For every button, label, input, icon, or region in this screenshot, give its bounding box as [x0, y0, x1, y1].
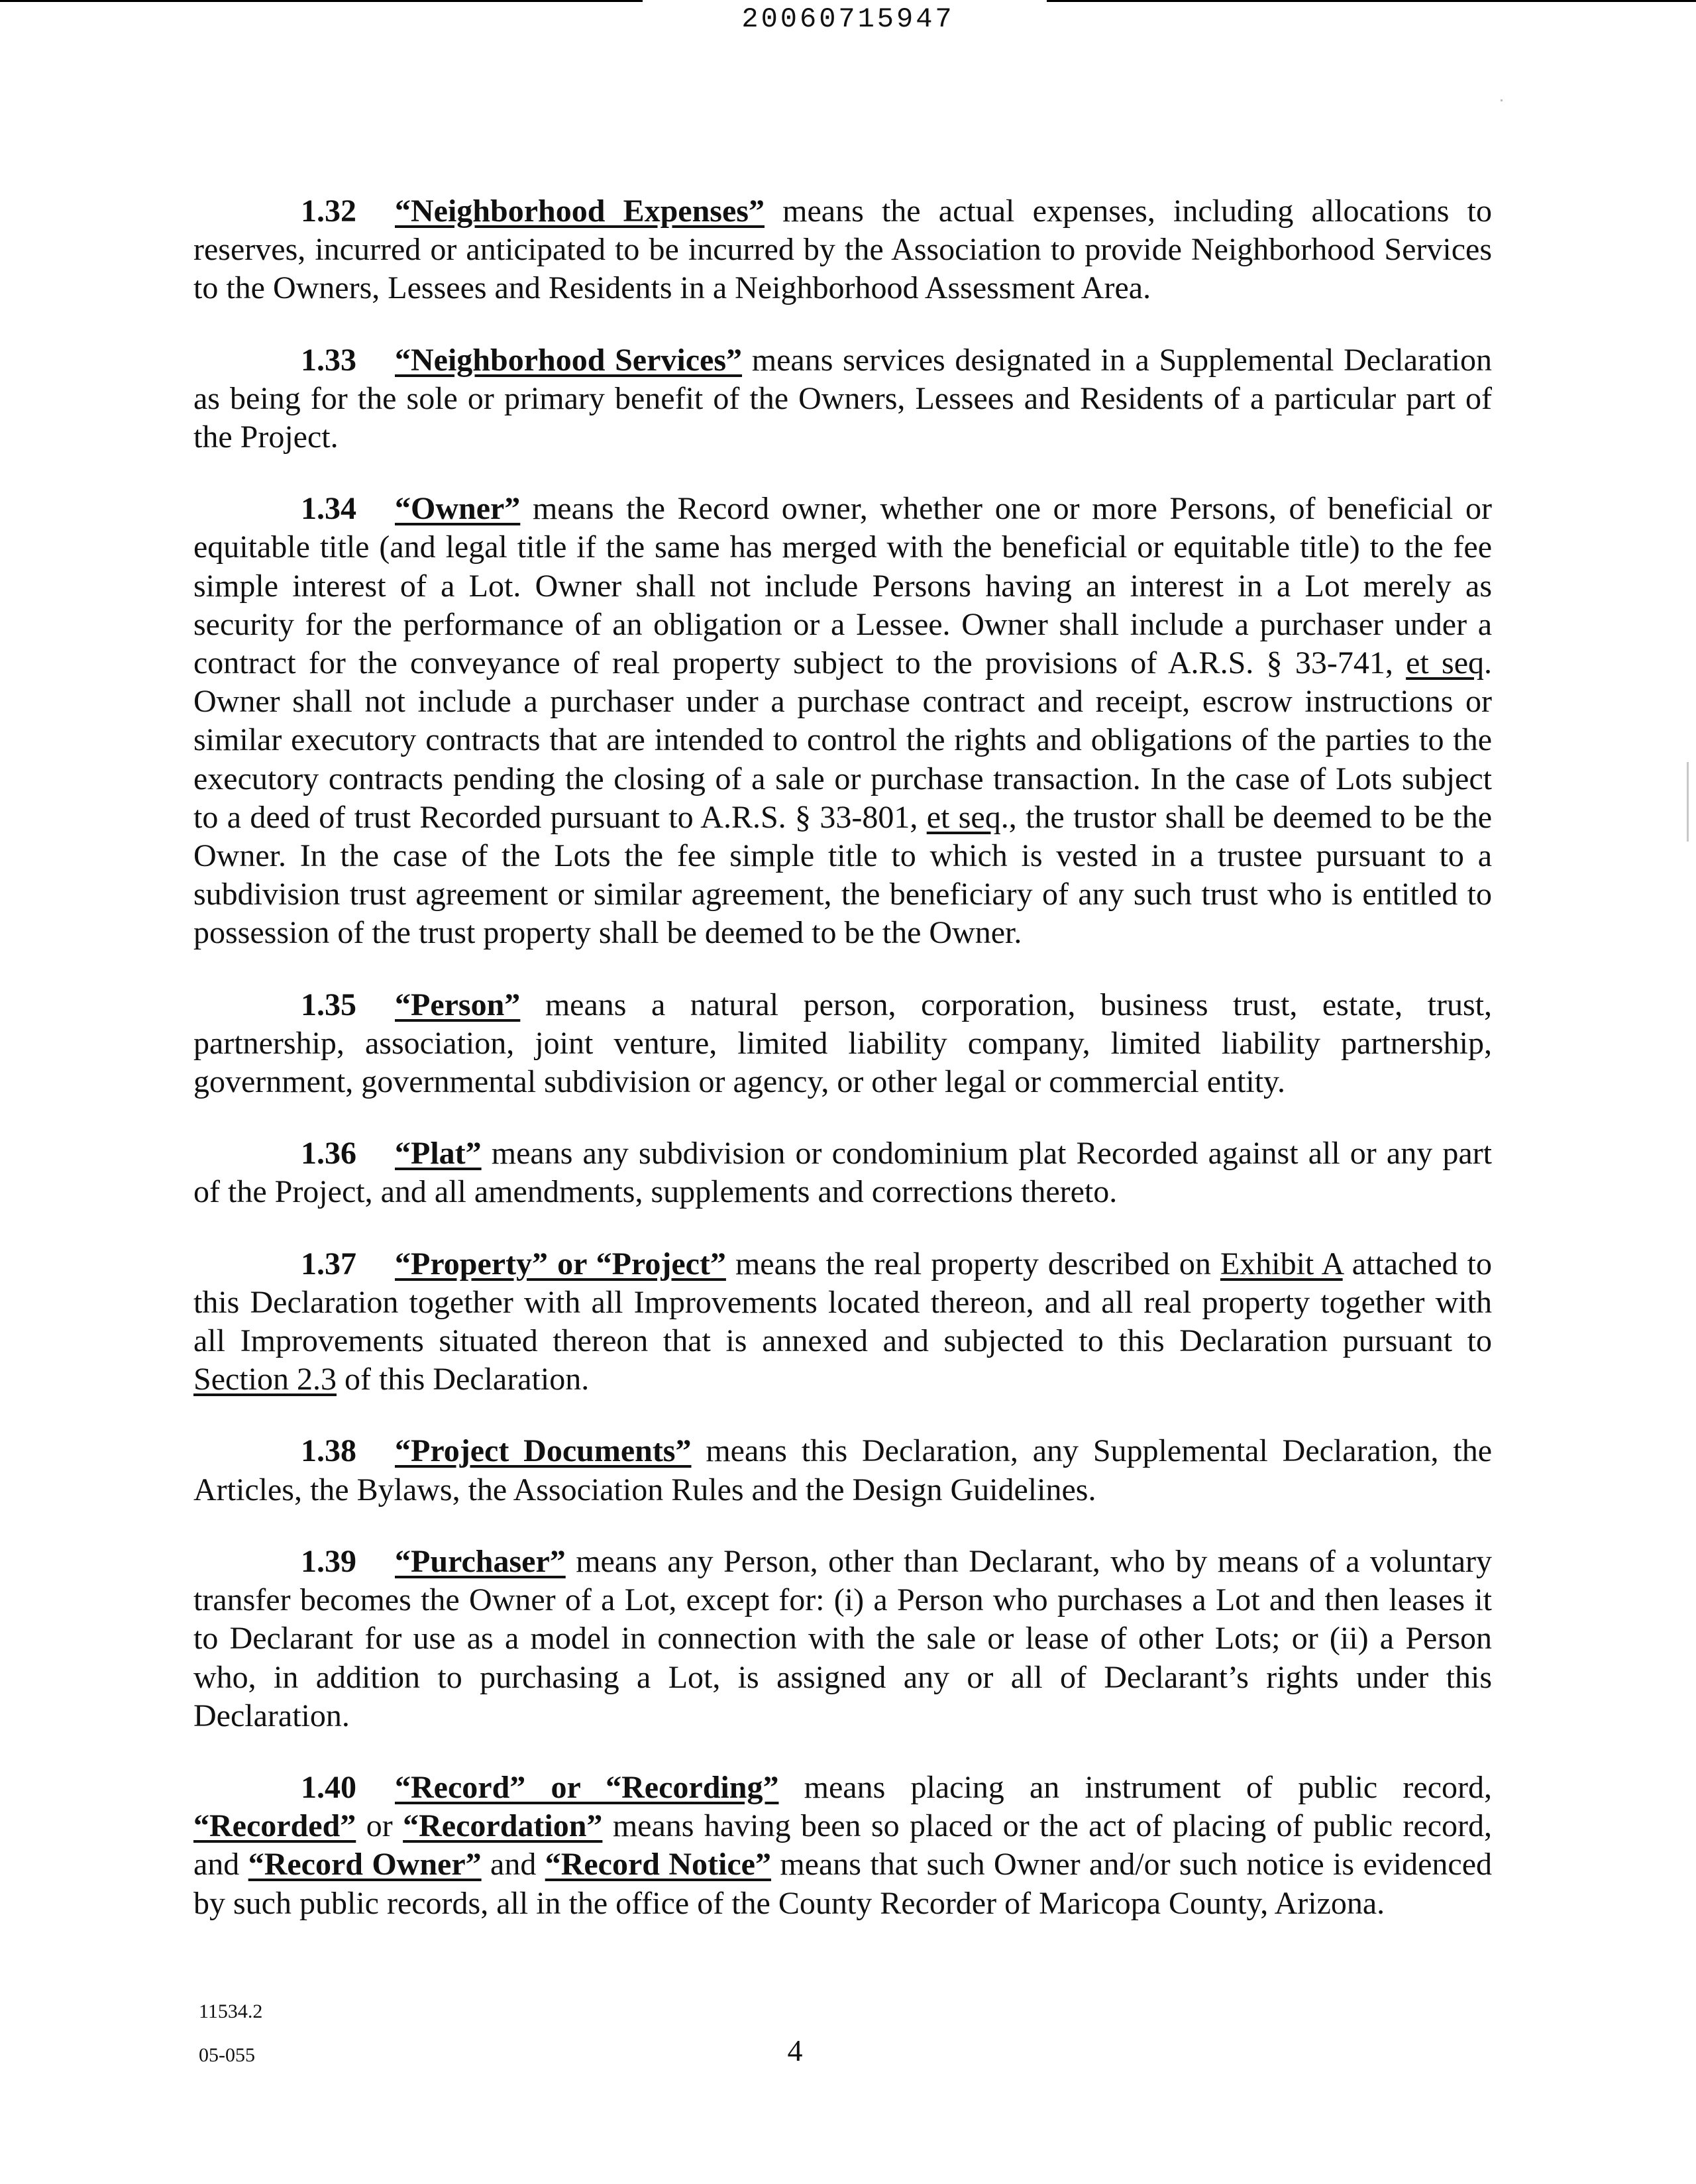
defined-term: “Recordation” [403, 1808, 603, 1844]
definition-text: attached to this Declaration together with all Improvements located thereon, and all real property together with all Improvements situated thereon that is annexed and subjected to this Declaration pursuant to [193, 1246, 1492, 1359]
section-number: 1.32 [301, 193, 356, 229]
definition-text: means a natural person, corporation, business trust, estate, trust, partnership, association, joint venture, limited liability company, limited liability partnership, government, governmental subdivision or agency, or other legal or commercial entity. [193, 987, 1492, 1100]
section-number: 1.33 [301, 342, 356, 378]
definition-section [193, 1134, 1492, 1211]
definition-section [193, 1769, 1492, 1923]
scan-edge-mark [1687, 762, 1689, 842]
section-number: 1.34 [301, 491, 356, 527]
definition-text: means any Person, other than Declarant, who by means of a voluntary transfer becomes the Owner of a Lot, except for: (i) a Person who purchases a Lot and then leases it to Declarant for use as a model in connection with the sale or lease of other Lots; or (ii) a Person who, in addition to purchasing a Lot, is assigned any or all of Declarant’s rights under this Declaration. [193, 1543, 1492, 1733]
section-number: 1.37 [301, 1246, 356, 1282]
definition-text: means this Declaration, any Supplemental Declaration, the Articles, the Bylaws, the Association Rules and the Design Guidelines. [193, 1433, 1493, 1507]
definition-text: means services designated in a Supplemental Declaration as being for the sole or primary benefit of the Owners, Lessees and Residents of a particular part of the Project. [193, 342, 1493, 455]
definition-text: ., the trustor shall be deemed to be the Owner. In the case of the Lots the fee simple title to which is vested in a trustee pursuant to a subdivision trust agreement or similar agreement, the beneficiary of any such trust who is entitled to possession of the trust property shall be deemed to be the Owner. [193, 799, 1493, 951]
definition-text: . Owner shall not include a purchaser under a purchase contract and receipt, escrow instructions or similar executory contracts that are intended to control the rights and obligations of the parties to the executory contracts pending the closing of a sale or purchase transaction. In the case of Lots subject to a deed of trust Recorded pursuant to A.R.S. § 33-801, [193, 645, 1492, 835]
definition-text: of this Declaration. [336, 1362, 590, 1397]
defined-term: “Recorded” [193, 1808, 356, 1844]
footer-code-2: 05-055 [199, 2044, 255, 2066]
definition-section [193, 1245, 1492, 1399]
defined-term: “Neighborhood Expenses” [395, 193, 765, 229]
underlined-reference: Exhibit A [1220, 1246, 1343, 1282]
section-number: 1.38 [301, 1433, 356, 1469]
section-number: 1.39 [301, 1543, 356, 1579]
definition-text: and [481, 1847, 545, 1883]
defined-term: “Owner” [395, 491, 521, 527]
definition-section [193, 192, 1492, 308]
definition-text: means having been so placed or the act of placing of public record, and [193, 1808, 1493, 1883]
section-number: 1.40 [301, 1769, 356, 1805]
defined-term: “Record Notice” [545, 1847, 771, 1883]
page-number: 4 [787, 2034, 803, 2067]
defined-term: “Property” or “Project” [395, 1246, 726, 1282]
defined-term: “Plat” [395, 1136, 482, 1172]
definition-text: means that such Owner and/or such notice is evidenced by such public records, all in the office of the County Recorder of Maricopa County, Arizona. [193, 1847, 1492, 1921]
definition-text: means placing an instrument of public record, [778, 1769, 1493, 1805]
defined-term: “Project Documents” [395, 1433, 692, 1469]
definition-section [193, 1543, 1492, 1735]
section-number: 1.35 [301, 987, 356, 1022]
definition-text: means the actual expenses, including allocations to reserves, incurred or anticipated to be incurred by the Association to provide Neighborhood Services to the Owners, Lessees and Residents in a Neighborhood Assessment Area. [193, 193, 1493, 306]
underlined-reference: Section 2.3 [193, 1362, 337, 1397]
defined-term: “Record” or “Recording” [395, 1769, 779, 1805]
defined-term: “Neighborhood Services” [395, 342, 743, 378]
scan-speck [1501, 99, 1503, 101]
definition-section [193, 490, 1492, 952]
footer-code-1: 11534.2 [199, 2000, 263, 2022]
defined-term: “Record Owner” [248, 1847, 482, 1883]
definition-text: means any subdivision or condominium plat Recorded against all or any part of the Project, and all amendments, supplements and corrections thereto. [193, 1136, 1492, 1210]
definition-text: means the Record owner, whether one or more Persons, of beneficial or equitable title (and legal title if the same has merged with the beneficial or equitable title) to the fee simple interest of a Lot. Owner shall not include Persons having an interest in a Lot merely as security for the performance of an obligation or a Lessee. Owner shall include a purchaser under a contract for the conveyance of real property subject to the provisions of A.R.S. § 33-741, [193, 491, 1492, 681]
definition-section [193, 986, 1492, 1102]
defined-term: “Person” [395, 987, 521, 1022]
definition-text: or [356, 1808, 403, 1844]
document-number: 20060715947 [741, 3, 955, 35]
defined-term: “Purchaser” [395, 1543, 566, 1579]
document-body [193, 192, 1492, 1956]
section-number: 1.36 [301, 1136, 356, 1172]
definition-section [193, 341, 1492, 457]
definition-section [193, 1432, 1492, 1509]
underlined-reference: et seq [926, 799, 1001, 835]
underlined-reference: et seq [1406, 645, 1484, 681]
definition-text: means the real property described on [725, 1246, 1220, 1282]
